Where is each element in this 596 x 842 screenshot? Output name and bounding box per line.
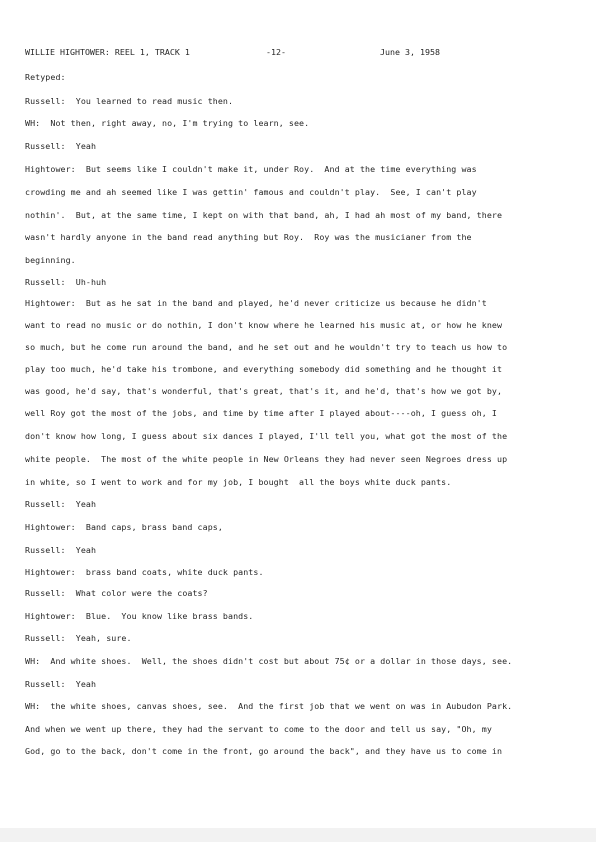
transcript-line: Russell: Yeah bbox=[25, 141, 97, 151]
transcript-line: play too much, he'd take his trombone, and everything somebody did something and he thought it bbox=[25, 364, 503, 374]
header-page-number: -12- bbox=[266, 47, 286, 57]
transcript-line: Hightower: Band caps, brass band caps, bbox=[25, 522, 223, 532]
transcript-line: WH: Not then, right away, no, I'm trying to learn, see. bbox=[25, 118, 310, 128]
transcript-line: was good, he'd say, that's wonderful, that's great, that's it, and he'd, that's how we got by, bbox=[25, 386, 503, 396]
header-title: WILLIE HIGHTOWER: REEL 1, TRACK 1 bbox=[25, 47, 190, 57]
transcript-line: Russell: Yeah bbox=[25, 499, 97, 509]
transcript-line: Russell: You learned to read music then. bbox=[25, 96, 234, 106]
transcript-line: nothin'. But, at the same time, I kept on with that band, ah, I had ah most of my band, there bbox=[25, 210, 503, 220]
transcript-line: Russell: What color were the coats? bbox=[25, 588, 208, 598]
transcript-line: Hightower: But as he sat in the band and played, he'd never criticize us because he didn't bbox=[25, 298, 487, 308]
header-date: June 3, 1958 bbox=[380, 47, 440, 57]
transcript-line: God, go to the back, don't come in the front, go around the back", and they have us to come in bbox=[25, 746, 503, 756]
transcript-line: crowding me and ah seemed like I was gettin' famous and couldn't play. See, I can't play bbox=[25, 187, 477, 197]
transcript-line: WH: the white shoes, canvas shoes, see. And the first job that we went on was in Aubudon Park. bbox=[25, 701, 513, 711]
transcript-line: wasn't hardly anyone in the band read anything but Roy. Roy was the musicianer from the bbox=[25, 232, 472, 242]
transcript-line: Russell: Yeah bbox=[25, 679, 97, 689]
transcript-line: Russell: Uh-huh bbox=[25, 277, 107, 287]
transcript-line: want to read no music or do nothin, I don't know where he learned his music at, or how he knew bbox=[25, 320, 503, 330]
transcript-line: WH: And white shoes. Well, the shoes didn't cost but about 75¢ or a dollar in those days, see. bbox=[25, 656, 513, 666]
transcript-line: don't know how long, I guess about six dances I played, I'll tell you, what got the most of the bbox=[25, 431, 508, 441]
transcript-line: so much, but he come run around the band, and he set out and he wouldn't try to teach us how to bbox=[25, 342, 508, 352]
transcript-line: Russell: Yeah, sure. bbox=[25, 633, 132, 643]
transcript-line: well Roy got the most of the jobs, and time by time after I played about----oh, I guess oh, I bbox=[25, 408, 497, 418]
transcript-line: Hightower: Blue. You know like brass bands. bbox=[25, 611, 254, 621]
page-bottom-edge bbox=[0, 828, 596, 842]
transcript-line: Russell: Yeah bbox=[25, 545, 97, 555]
transcript-line: in white, so I went to work and for my job, I bought all the boys white duck pants. bbox=[25, 477, 452, 487]
transcript-line: white people. The most of the white people in New Orleans they had never seen Negroes dress up bbox=[25, 454, 508, 464]
transcript-line: Retyped: bbox=[25, 72, 66, 82]
transcript-line: And when we went up there, they had the servant to come to the door and tell us say, "Oh, my bbox=[25, 724, 492, 734]
transcript-line: Hightower: brass band coats, white duck pants. bbox=[25, 567, 264, 577]
transcript-line: Hightower: But seems like I couldn't make it, under Roy. And at the time everything was bbox=[25, 164, 477, 174]
transcript-line: beginning. bbox=[25, 255, 76, 265]
